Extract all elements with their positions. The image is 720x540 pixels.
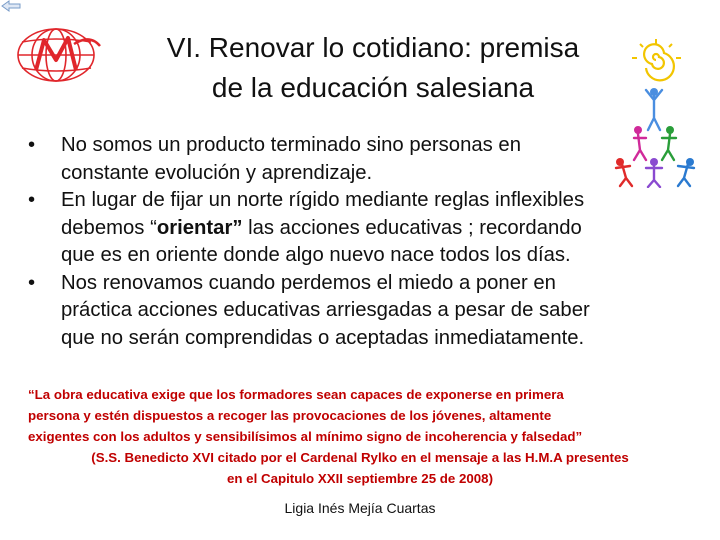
title-line: VI. Renovar lo cotidiano: premisa xyxy=(166,32,580,63)
bullet-emphasis: orientar” xyxy=(156,216,243,239)
quote-line: exigentes con los adultos y sensibilísimos al mínimo signo de incoherencia y falsedad” xyxy=(28,429,583,444)
bullet-line xyxy=(61,242,688,270)
bullet-text: que es en oriente donde algo nuevo nace todos los días. xyxy=(61,244,571,266)
quote-line: “La obra educativa exige que los formadores sean capaces de exponerse en primera xyxy=(28,387,564,402)
bullet-list xyxy=(28,132,688,352)
slide-title xyxy=(118,28,628,108)
citation-line: (S.S. Benedicto XVI citado por el Cardenal Rylko en el mensaje a las H.M.A presentes xyxy=(91,450,629,465)
bullet-item xyxy=(28,270,688,353)
bullet-item xyxy=(28,187,688,270)
bullet-line: práctica acciones educativas arriesgadas a pesar de saber xyxy=(61,299,590,321)
bullet-line xyxy=(61,215,688,243)
author-name: Ligia Inés Mejía Cuartas xyxy=(284,500,436,516)
globe-m-logo-icon xyxy=(14,24,102,86)
bullet-item xyxy=(28,132,688,187)
bullet-line: • No somos un producto terminado sino personas en xyxy=(61,134,521,156)
title-line: de la educación salesiana xyxy=(211,72,535,103)
citation-line: en el Capitulo XXII septiembre 25 de 2008) xyxy=(226,471,494,486)
quote-line: persona y estén dispuestos a recoger las provocaciones de los jóvenes, altamente xyxy=(28,408,552,423)
bullet-text: debemos “ xyxy=(61,216,157,239)
back-arrow-icon[interactable] xyxy=(0,0,22,12)
bullet-line: que no serán comprendidas o aceptadas inmediatamente. xyxy=(61,326,585,349)
quote-block xyxy=(28,384,692,489)
bullet-line xyxy=(61,187,688,215)
bullet-text: las acciones educativas ; recordando xyxy=(242,216,582,239)
bullet-line: constante evolución y aprendizaje. xyxy=(61,161,373,184)
bullet-text: En lugar de fijar un norte rígido mediante reglas inflexibles xyxy=(61,189,585,211)
bullet-line: • Nos renovamos cuando perdemos el miedo a poner en xyxy=(61,271,556,294)
